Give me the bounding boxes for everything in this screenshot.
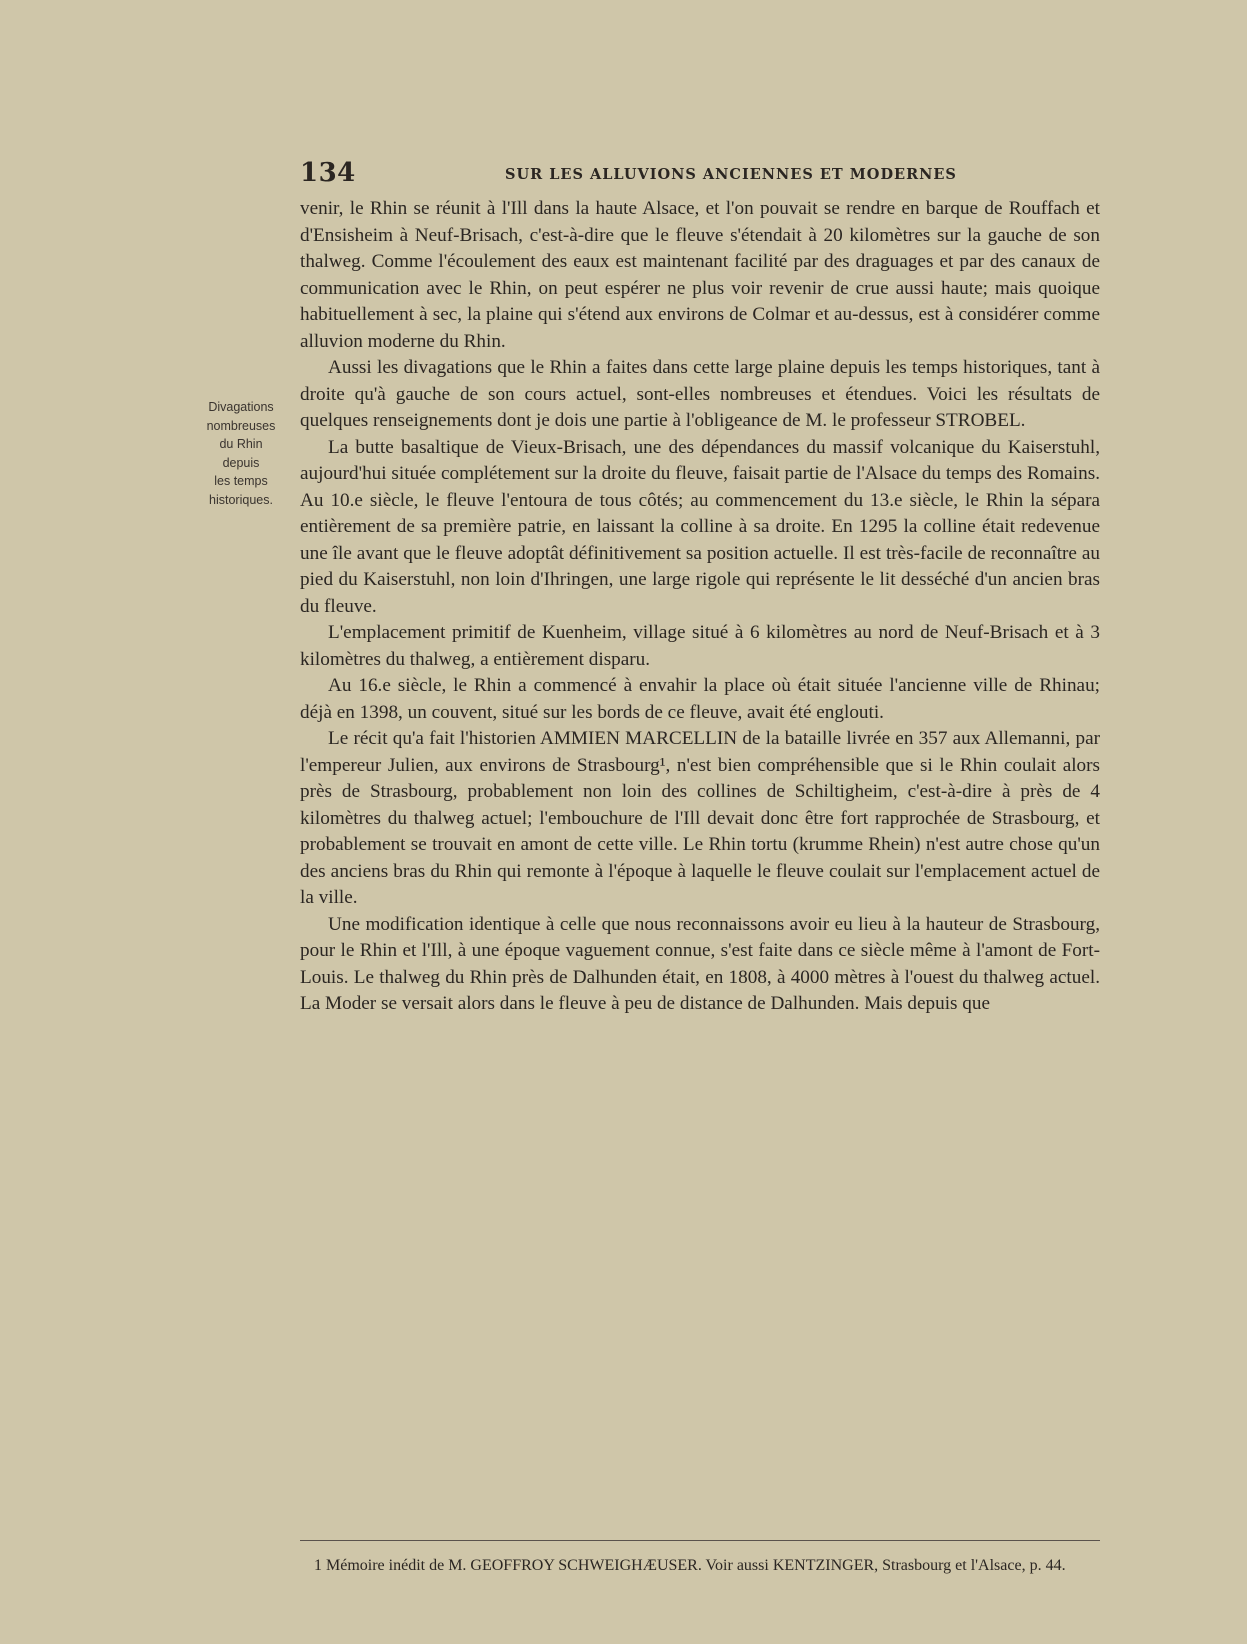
paragraph: La butte basaltique de Vieux-Brisach, une des dépendances du massif volcanique du Kaiserstuhl, aujourd'hui située complétement sur la droite du fleuve, faisait partie de l'Alsace du temps des Romains. Au 10.e siècle, le fleuve l'entoura de tous côtés; au commencement du 13.e siècle, le Rhin la sépara entièrement de sa première patrie, en laissant la colline à sa droite. En 1295 la colline était redevenue une île avant que le fleuve adoptât définitivement sa position actuelle. Il est très-facile de reconnaître au pied du Kaiserstuhl, non loin d'Ihringen, une large rigole qui représente le lit desséché d'un ancien bras du fleuve. (300, 436, 1100, 617)
margin-note-line: les temps (214, 474, 268, 488)
margin-note-line: Divagations (208, 400, 274, 414)
footnote: 1 Mémoire inédit de M. GEOFFROY SCHWEIGHÆUSER. Voir aussi KENTZINGER, Strasbourg et l'Alsace, p. 44. (314, 1557, 1066, 1574)
margin-note (205, 398, 277, 509)
paragraph: venir, le Rhin se réunit à l'Ill dans la haute Alsace, et l'on pouvait se rendre en barque de Rouffach et d'Ensisheim à Neuf-Brisach, c'est-à-dire que le fleuve s'étendait à 20 kilomètres sur la gauche de son thalweg. Comme l'écoulement des eaux est maintenant facilité par des draguages et par des canaux de communication avec le Rhin, on peut espérer ne plus voir revenir de crue aussi haute; mais quoique habituellement à sec, la plaine qui s'étend aux environs de Colmar et au-dessus, est à considérer comme alluvion moderne du Rhin. (300, 198, 1100, 352)
page-number: 134 (300, 158, 356, 188)
margin-note-line: du Rhin (219, 437, 263, 451)
paragraph: Au 16.e siècle, le Rhin a commencé à envahir la place où était située l'ancienne ville de Rhinau; déjà en 1398, un couvent, situé sur les bords de ce fleuve, avait été englouti. (300, 675, 1100, 723)
margin-note-line: nombreuses (206, 418, 276, 433)
margin-note-line: depuis (222, 455, 260, 470)
footnote-rule (300, 1540, 1100, 1541)
margin-note-line: historiques. (209, 492, 273, 507)
running-head: SUR LES ALLUVIONS ANCIENNES ET MODERNES (505, 166, 957, 183)
paragraph: Aussi les divagations que le Rhin a faites dans cette large plaine depuis les temps historiques, tant à droite qu'à gauche de son cours actuel, sont-elles nombreuses et étendues. Voici les résultats de quelques renseignements dont je dois une partie à l'obligeance de M. le professeur STROBEL. (300, 357, 1100, 431)
paragraph: Le récit qu'a fait l'historien AMMIEN MARCELLIN de la bataille livrée en 357 aux Allemanni, par l'empereur Julien, aux environs de Strasbourg¹, n'est bien compréhensible que si le Rhin coulait alors près de Strasbourg, probablement non loin des collines de Schiltigheim, c'est-à-dire à près de 4 kilomètres du thalweg actuel; l'embouchure de l'Ill devait donc être fort rapprochée de Strasbourg, et probablement se trouvait en amont de cette ville. Le Rhin tortu (krumme Rhein) n'est autre chose qu'un des anciens bras du Rhin qui remonte à l'époque à laquelle le fleuve coulait sur l'emplacement actuel de la ville. (300, 728, 1100, 908)
paragraph: L'emplacement primitif de Kuenheim, village situé à 6 kilomètres au nord de Neuf-Brisach et à 3 kilomètres du thalweg, a entièrement disparu. (300, 622, 1100, 670)
page-header (300, 158, 1100, 188)
body-text (300, 196, 1100, 1018)
paragraph: Une modification identique à celle que nous reconnaissons avoir eu lieu à la hauteur de Strasbourg, pour le Rhin et l'Ill, à une époque vaguement connue, s'est faite dans ce siècle même à l'amont de Fort-Louis. Le thalweg du Rhin près de Dalhunden était, en 1808, à 4000 mètres à l'ouest du thalweg actuel. La Moder se versait alors dans le fleuve à peu de distance de Dalhunden. Mais depuis que (300, 913, 1100, 1014)
